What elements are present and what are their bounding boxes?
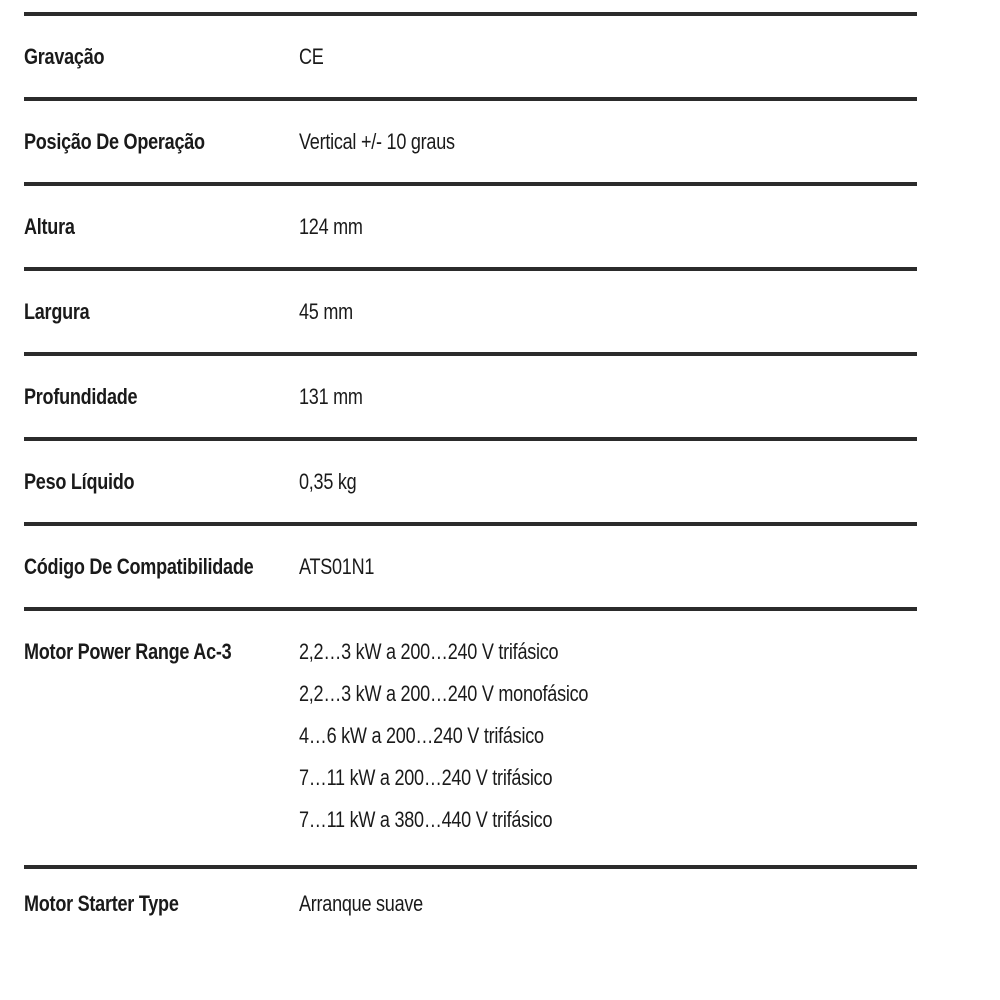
spec-value: 0,35 kg: [299, 469, 357, 494]
spec-value: 45 mm: [299, 299, 353, 324]
spec-row-gravacao: [24, 12, 917, 97]
spec-row-posicao-de-operacao: [24, 97, 917, 182]
spec-label: Motor Starter Type: [24, 891, 179, 916]
spec-label: Posição De Operação: [24, 129, 205, 154]
spec-label: Peso Líquido: [24, 469, 135, 494]
spec-value: ATS01N1: [299, 554, 375, 579]
spec-value-line: 7…11 kW a 380…440 V trifásico: [299, 807, 553, 832]
spec-row-codigo-de-compatibilidade: [24, 522, 917, 607]
spec-row-altura: [24, 182, 917, 267]
spec-value: 124 mm: [299, 214, 363, 239]
spec-row-motor-starter-type: [24, 865, 917, 955]
spec-value: Vertical +/- 10 graus: [299, 129, 455, 154]
spec-value-line: 2,2…3 kW a 200…240 V monofásico: [299, 681, 589, 706]
spec-value: Arranque suave: [299, 891, 423, 916]
spec-row-peso-liquido: [24, 437, 917, 522]
spec-label: Altura: [24, 214, 75, 239]
spec-label: Motor Power Range Ac-3: [24, 639, 232, 664]
spec-row-largura: [24, 267, 917, 352]
spec-label: Gravação: [24, 44, 105, 69]
spec-row-profundidade: [24, 352, 917, 437]
spec-value-list: [299, 631, 588, 841]
spec-value: CE: [299, 44, 324, 69]
spec-value-line: 7…11 kW a 200…240 V trifásico: [299, 765, 553, 790]
spec-value: 131 mm: [299, 384, 363, 409]
spec-row-motor-power-range: [24, 607, 917, 865]
spec-value-line: 2,2…3 kW a 200…240 V trifásico: [299, 639, 559, 664]
spec-label: Profundidade: [24, 384, 138, 409]
spec-label: Largura: [24, 299, 90, 324]
spec-table: [24, 12, 917, 955]
spec-label: Código De Compatibilidade: [24, 554, 254, 579]
spec-value-line: 4…6 kW a 200…240 V trifásico: [299, 723, 544, 748]
